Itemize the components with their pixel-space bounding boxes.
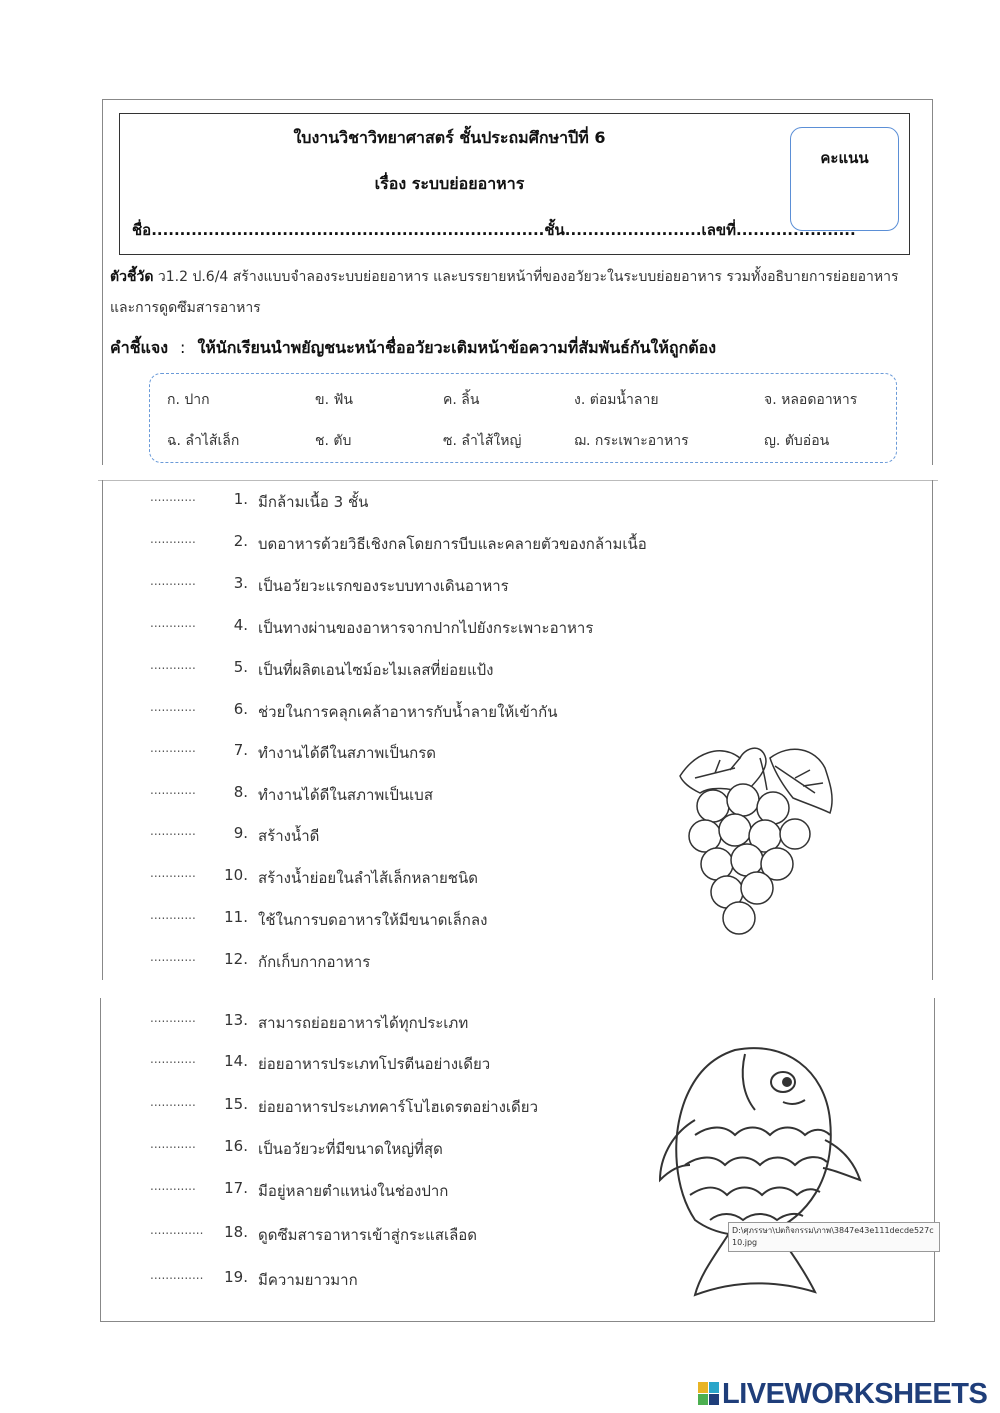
student-info-line: ชื่อ.....................................................................ชั้น........................เลขที่.....................	[132, 221, 856, 239]
answer-blank[interactable]: ............	[150, 1011, 196, 1025]
question-text: เป็นอวัยวะที่มีขนาดใหญ่ที่สุด	[258, 1140, 443, 1158]
question-number: 2.	[233, 532, 248, 550]
answer-blank[interactable]: ............	[150, 1137, 196, 1151]
answer-blank[interactable]: ..............	[150, 1268, 204, 1282]
tooltip-path: D:\ศุภรรษา\ปตกิจกรรม\ภาพ\3847e43e111decde527c	[732, 1226, 934, 1235]
liveworksheets-logo-icon	[697, 1381, 721, 1407]
worksheet-topic: เรื่อง ระบบย่อยอาหาร	[374, 174, 525, 193]
instruction-text: ให้นักเรียนนำพยัญชนะหน้าชื่ออวัยวะเติมหน้าข้อความที่สัมพันธ์กันให้ถูกต้อง	[197, 338, 717, 357]
answer-blank[interactable]: ..............	[150, 1223, 204, 1237]
option-item: จ. หลอดอาหาร	[764, 392, 858, 408]
question-number: 4.	[233, 616, 248, 634]
grapes-illustration	[675, 738, 840, 938]
question-text: มีความยาวมาก	[258, 1271, 358, 1289]
answer-blank[interactable]: ............	[150, 1179, 196, 1193]
question-number: 19.	[224, 1268, 248, 1286]
header-box	[119, 113, 910, 255]
question-number: 13.	[224, 1011, 248, 1029]
question-number: 15.	[224, 1095, 248, 1113]
question-text: มีกล้ามเนื้อ 3 ชั้น	[258, 493, 369, 511]
tooltip-filename: 10.jpg	[732, 1238, 758, 1247]
question-text: ทำงานได้ดีในสภาพเป็นเบส	[258, 786, 433, 804]
answer-blank[interactable]: ............	[150, 700, 196, 714]
question-text: กักเก็บกากอาหาร	[258, 953, 371, 971]
question-text: ทำงานได้ดีในสภาพเป็นกรด	[258, 744, 437, 762]
file-path-tooltip	[728, 1222, 940, 1252]
instruction-separator: :	[180, 338, 186, 357]
indicator-paragraph	[110, 262, 920, 324]
option-item: ค. ลิ้น	[443, 392, 480, 408]
option-item: ก. ปาก	[167, 392, 210, 408]
score-box	[790, 127, 899, 231]
options-box	[149, 373, 897, 463]
question-number: 12.	[224, 950, 248, 968]
question-number: 14.	[224, 1052, 248, 1070]
liveworksheets-logo[interactable]	[697, 1378, 997, 1412]
option-item: ข. ฟัน	[315, 392, 353, 408]
question-text: ช่วยในการคลุกเคล้าอาหารกับน้ำลายให้เข้ากัน	[258, 703, 558, 721]
question-number: 10.	[224, 866, 248, 884]
liveworksheets-wordmark: LIVEWORKSHEETS	[722, 1378, 988, 1410]
option-item: ฉ. ลำไส้เล็ก	[167, 433, 240, 449]
question-number: 7.	[233, 741, 248, 759]
answer-blank[interactable]: ............	[150, 490, 196, 504]
instruction-label: คำชี้แจง	[110, 338, 169, 357]
question-text: ดูดซึมสารอาหารเข้าสู่กระแสเลือด	[258, 1226, 478, 1244]
option-item: ง. ต่อมน้ำลาย	[574, 392, 659, 408]
score-label: คะแนน	[820, 149, 869, 167]
answer-blank[interactable]: ............	[150, 950, 196, 964]
answer-blank[interactable]: ............	[150, 574, 196, 588]
question-number: 9.	[233, 824, 248, 842]
question-number: 18.	[224, 1223, 248, 1241]
question-number: 5.	[233, 658, 248, 676]
question-text: สร้างน้ำดี	[258, 827, 320, 845]
answer-blank[interactable]: ............	[150, 532, 196, 546]
answer-blank[interactable]: ............	[150, 658, 196, 672]
indicator-text: ว1.2 ป.6/4 สร้างแบบจำลองระบบย่อยอาหาร และบรรยายหน้าที่ของอวัยวะในระบบย่อยอาหาร รวมทั้งอธิบายการย่อยอาหารและการดูดซึมสารอาหาร	[110, 269, 899, 316]
answer-blank[interactable]: ............	[150, 1052, 196, 1066]
worksheet-title: ใบงานวิชาวิทยาศาสตร์ ชั้นประถมศึกษาปีที่ 6	[293, 128, 606, 147]
question-text: เป็นทางผ่านของอาหารจากปากไปยังกระเพาะอาหาร	[258, 619, 594, 637]
answer-blank[interactable]: ............	[150, 1095, 196, 1109]
answer-blank[interactable]: ............	[150, 783, 196, 797]
fish-illustration	[655, 1040, 865, 1300]
option-item: ซ. ลำไส้ใหญ่	[443, 433, 522, 449]
answer-blank[interactable]: ............	[150, 908, 196, 922]
question-text: สร้างน้ำย่อยในลำไส้เล็กหลายชนิด	[258, 869, 478, 887]
option-item: ฌ. กระเพาะอาหาร	[574, 433, 689, 449]
answer-blank[interactable]: ............	[150, 616, 196, 630]
question-number: 3.	[233, 574, 248, 592]
question-text: บดอาหารด้วยวิธีเชิงกลโดยการบีบและคลายตัวของกล้ามเนื้อ	[258, 535, 647, 553]
question-text: เป็นอวัยวะแรกของระบบทางเดินอาหาร	[258, 577, 509, 595]
question-number: 17.	[224, 1179, 248, 1197]
question-text: สามารถย่อยอาหารได้ทุกประเภท	[258, 1014, 469, 1032]
question-text: มีอยู่หลายตำแหน่งในช่องปาก	[258, 1182, 449, 1200]
question-number: 16.	[224, 1137, 248, 1155]
question-text: ย่อยอาหารประเภทคาร์โบไฮเดรตอย่างเดียว	[258, 1098, 539, 1116]
indicator-label: ตัวชี้วัด	[110, 269, 154, 285]
answer-blank[interactable]: ............	[150, 741, 196, 755]
question-text: เป็นที่ผลิตเอนไซม์อะไมเลสที่ย่อยแป้ง	[258, 661, 494, 679]
instruction-line	[110, 336, 910, 361]
question-number: 6.	[233, 700, 248, 718]
question-number: 11.	[224, 908, 248, 926]
question-text: ย่อยอาหารประเภทโปรตีนอย่างเดียว	[258, 1055, 491, 1073]
answer-blank[interactable]: ............	[150, 866, 196, 880]
question-number: 1.	[233, 490, 248, 508]
question-text: ใช้ในการบดอาหารให้มีขนาดเล็กลง	[258, 911, 488, 929]
option-item: ช. ตับ	[315, 433, 352, 449]
answer-blank[interactable]: ............	[150, 824, 196, 838]
question-number: 8.	[233, 783, 248, 801]
option-item: ญ. ตับอ่อน	[764, 433, 830, 449]
